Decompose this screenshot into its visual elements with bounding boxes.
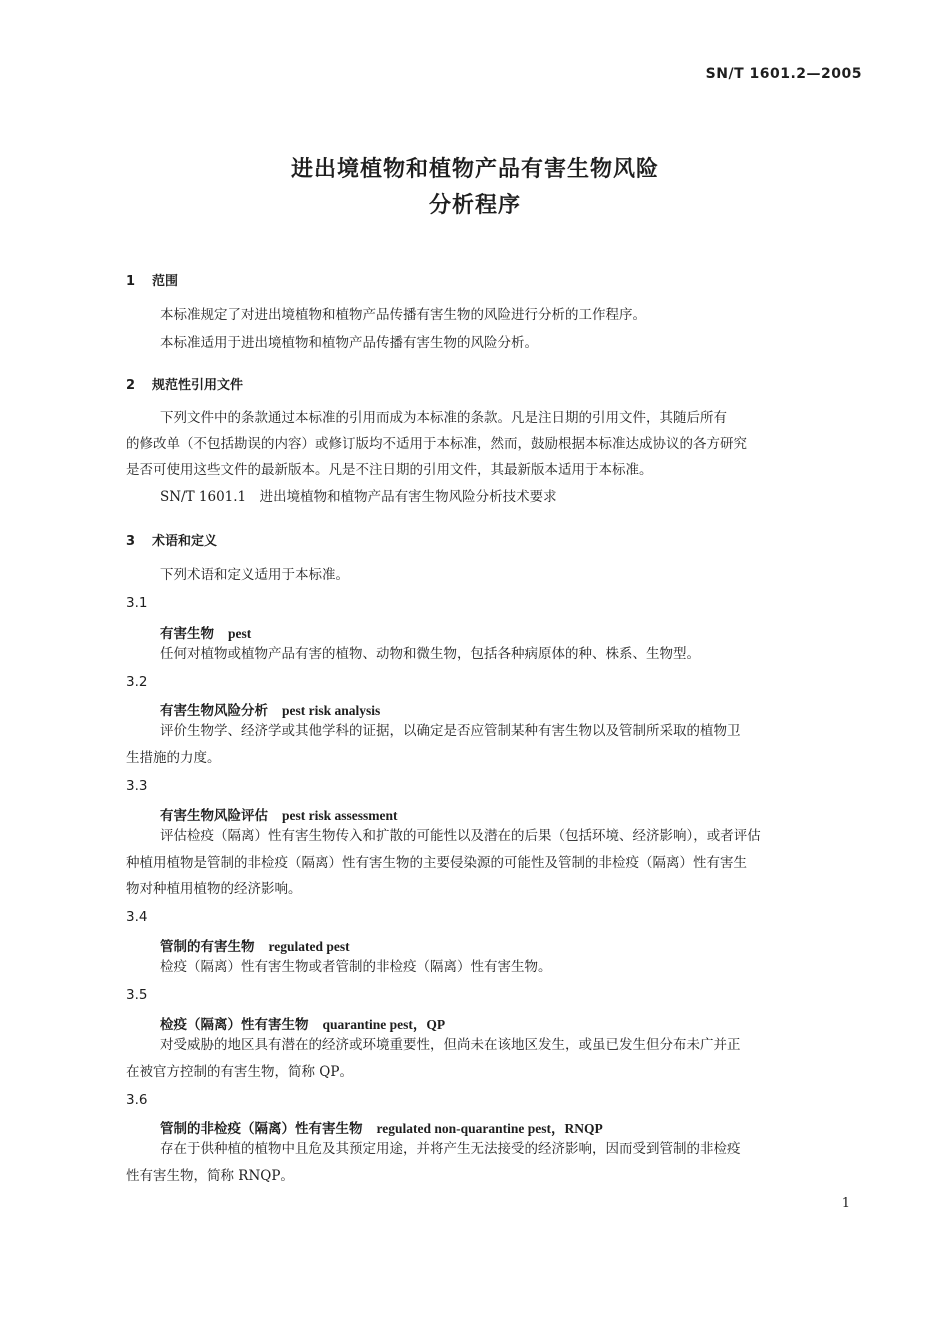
term-english: quarantine pest，QP <box>322 1017 446 1032</box>
section-2-paragraph-line: 的修改单（不包括勘误的内容）或修订版均不适用于本标准，然而，鼓励根据本标准达成协议的各方研究 <box>126 436 747 452</box>
section-number: 1 <box>126 274 136 289</box>
term-number: 3.6 <box>126 1092 148 1108</box>
term-english: pest risk analysis <box>282 703 381 718</box>
term-number: 3.1 <box>126 595 148 611</box>
term-number: 3.3 <box>126 778 148 794</box>
term-definition: 生措施的力度。 <box>126 750 221 766</box>
term-definition: 存在于供种植的植物中且危及其预定用途，并将产生无法接受的经济影响，因而受到管制的非检疫 <box>160 1141 741 1157</box>
term-definition: 评估检疫（隔离）性有害生物传入和扩散的可能性以及潜在的后果（包括环境、经济影响），或者评估 <box>160 828 761 844</box>
section-number: 2 <box>126 378 136 393</box>
term-definition: 性有害生物，简称 RNQP。 <box>126 1168 294 1184</box>
term-english: pest <box>228 626 252 641</box>
term-chinese: 有害生物风险分析 <box>160 703 268 719</box>
term-definition: 任何对植物或植物产品有害的植物、动物和微生物，包括各种病原体的种、株系、生物型。 <box>160 646 700 662</box>
term-definition: 检疫（隔离）性有害生物或者管制的非检疫（隔离）性有害生物。 <box>160 959 552 975</box>
section-2-paragraph-line: 下列文件中的条款通过本标准的引用而成为本标准的条款。凡是注日期的引用文件，其随后所有 <box>160 410 727 426</box>
section-title: 术语和定义 <box>152 534 218 549</box>
term-english: regulated pest <box>268 939 350 954</box>
document-title-line-1: 进出境植物和植物产品有害生物风险 <box>290 157 659 182</box>
term-english: regulated non-quarantine pest，RNQP <box>376 1121 603 1136</box>
standard-code: SN/T 1601.2—2005 <box>705 66 862 82</box>
section-title: 规范性引用文件 <box>152 378 244 393</box>
term-number: 3.4 <box>126 909 148 925</box>
section-title: 范围 <box>152 274 179 289</box>
term-definition: 在被官方控制的有害生物，简称 QP。 <box>126 1064 353 1080</box>
term-heading <box>160 935 350 955</box>
term-heading <box>160 804 398 824</box>
term-heading <box>160 699 380 719</box>
term-heading <box>160 1117 603 1137</box>
term-chinese: 有害生物风险评估 <box>160 808 268 824</box>
section-1-heading <box>126 270 178 289</box>
term-heading <box>160 622 251 642</box>
document-title-line-2: 分析程序 <box>428 193 521 218</box>
term-definition: 评价生物学、经济学或其他学科的证据，以确定是否应管制某种有害生物以及管制所采取的植物卫 <box>160 723 741 739</box>
section-number: 3 <box>126 534 136 549</box>
term-number: 3.5 <box>126 987 148 1003</box>
section-3-heading <box>126 530 217 549</box>
page-number: 1 <box>841 1196 850 1211</box>
section-2-paragraph-line: 是否可使用这些文件的最新版本。凡是不注日期的引用文件，其最新版本适用于本标准。 <box>126 462 653 478</box>
term-heading <box>160 1013 445 1033</box>
term-number: 3.2 <box>126 674 148 690</box>
normative-reference: SN/T 1601.1 进出境植物和植物产品有害生物风险分析技术要求 <box>160 489 557 505</box>
term-chinese: 检疫（隔离）性有害生物 <box>160 1017 309 1033</box>
term-english: pest risk assessment <box>282 808 398 823</box>
term-chinese: 管制的有害生物 <box>160 939 255 955</box>
section-1-paragraph-2: 本标准适用于进出境植物和植物产品传播有害生物的风险分析。 <box>160 335 538 351</box>
section-1-paragraph-1: 本标准规定了对进出境植物和植物产品传播有害生物的风险进行分析的工作程序。 <box>160 307 646 323</box>
term-definition: 物对种植用植物的经济影响。 <box>126 881 302 897</box>
term-definition: 对受威胁的地区具有潜在的经济或环境重要性，但尚未在该地区发生，或虽已发生但分布未广并正 <box>160 1037 741 1053</box>
term-chinese: 管制的非检疫（隔离）性有害生物 <box>160 1121 363 1137</box>
section-2-heading <box>126 374 243 393</box>
term-definition: 种植用植物是管制的非检疫（隔离）性有害生物的主要侵染源的可能性及管制的非检疫（隔离）性有害生 <box>126 855 747 871</box>
term-chinese: 有害生物 <box>160 626 214 642</box>
section-3-intro: 下列术语和定义适用于本标准。 <box>160 567 349 583</box>
